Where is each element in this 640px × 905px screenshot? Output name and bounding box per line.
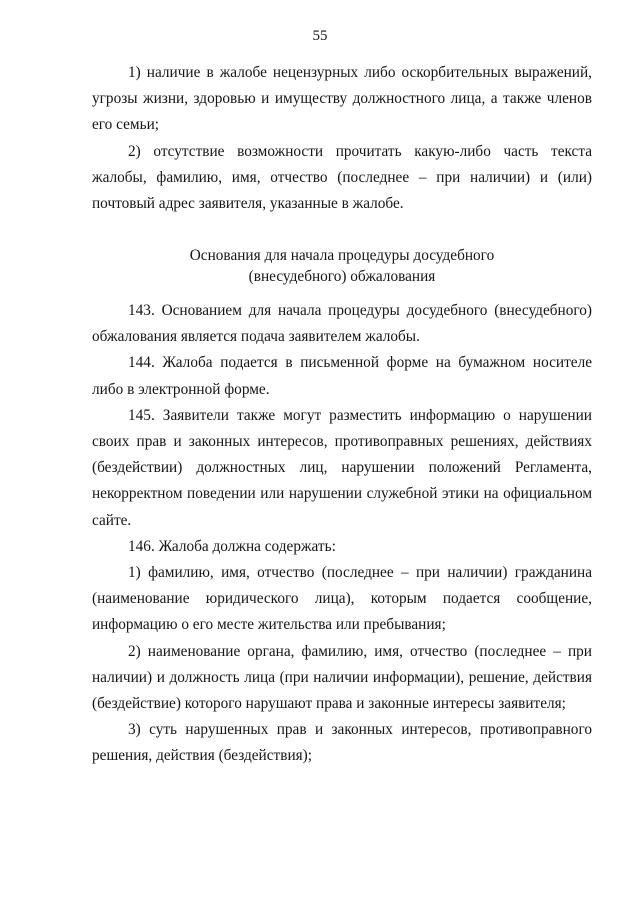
paragraph-group-top [92,60,592,217]
paragraph-146: 146. Жалоба должна содержать: [128,537,336,555]
section-heading [92,245,592,287]
paragraph-group-main [92,298,592,770]
section-heading-text [92,245,592,287]
heading-line-1: Основания для начала процедуры досудебного [189,247,495,264]
paragraph-145: 145. Заявители также могут разместить информацию о нарушении своих прав и законных интересов, противоправных решениях, действиях (бездействии) должностных лиц, нарушении положений Регламента, некорректном поведении или нарушении служебной этики на официальном сайте. [92,406,592,529]
paragraph-144: 144. Жалоба подается в письменной форме на бумажном носителе либо в электронной форме. [92,354,592,398]
paragraph-146-item-1: 1) фамилию, имя, отчество (последнее – при наличии) гражданина (наименование юридического лица), которым подается сообщение, информацию о его месте жительства или пребывания; [92,564,592,634]
paragraph-143: 143. Основанием для начала процедуры досудебного (внесудебного) обжалования является подача заявителем жалобы. [92,302,592,346]
paragraph-146-item-2: 2) наименование органа, фамилию, имя, отчество (последнее – при наличии) и должность лица (при наличии информации), решение, действия (бездействие) которого нарушают права и законные интересы заявителя; [92,642,592,713]
paragraph-146-item-3: 3) суть нарушенных прав и законных интересов, противоправного решения, действия (бездействия); [92,721,592,765]
paragraph-item-1-obscene: 1) наличие в жалобе нецензурных либо оскорбительных выражений, угрозы жизни, здоровью и имуществу должностного лица, а также членов его семьи; [92,64,592,134]
heading-line-2: (внесудебного) обжалования [248,268,436,285]
page-number: 55 [312,28,328,44]
paragraph-item-2-unreadable: 2) отсутствие возможности прочитать какую-либо часть текста жалобы, фамилию, имя, отчество (последнее – при наличии) и (или) почтовый адрес заявителя, указанные в жалобе. [92,142,592,213]
